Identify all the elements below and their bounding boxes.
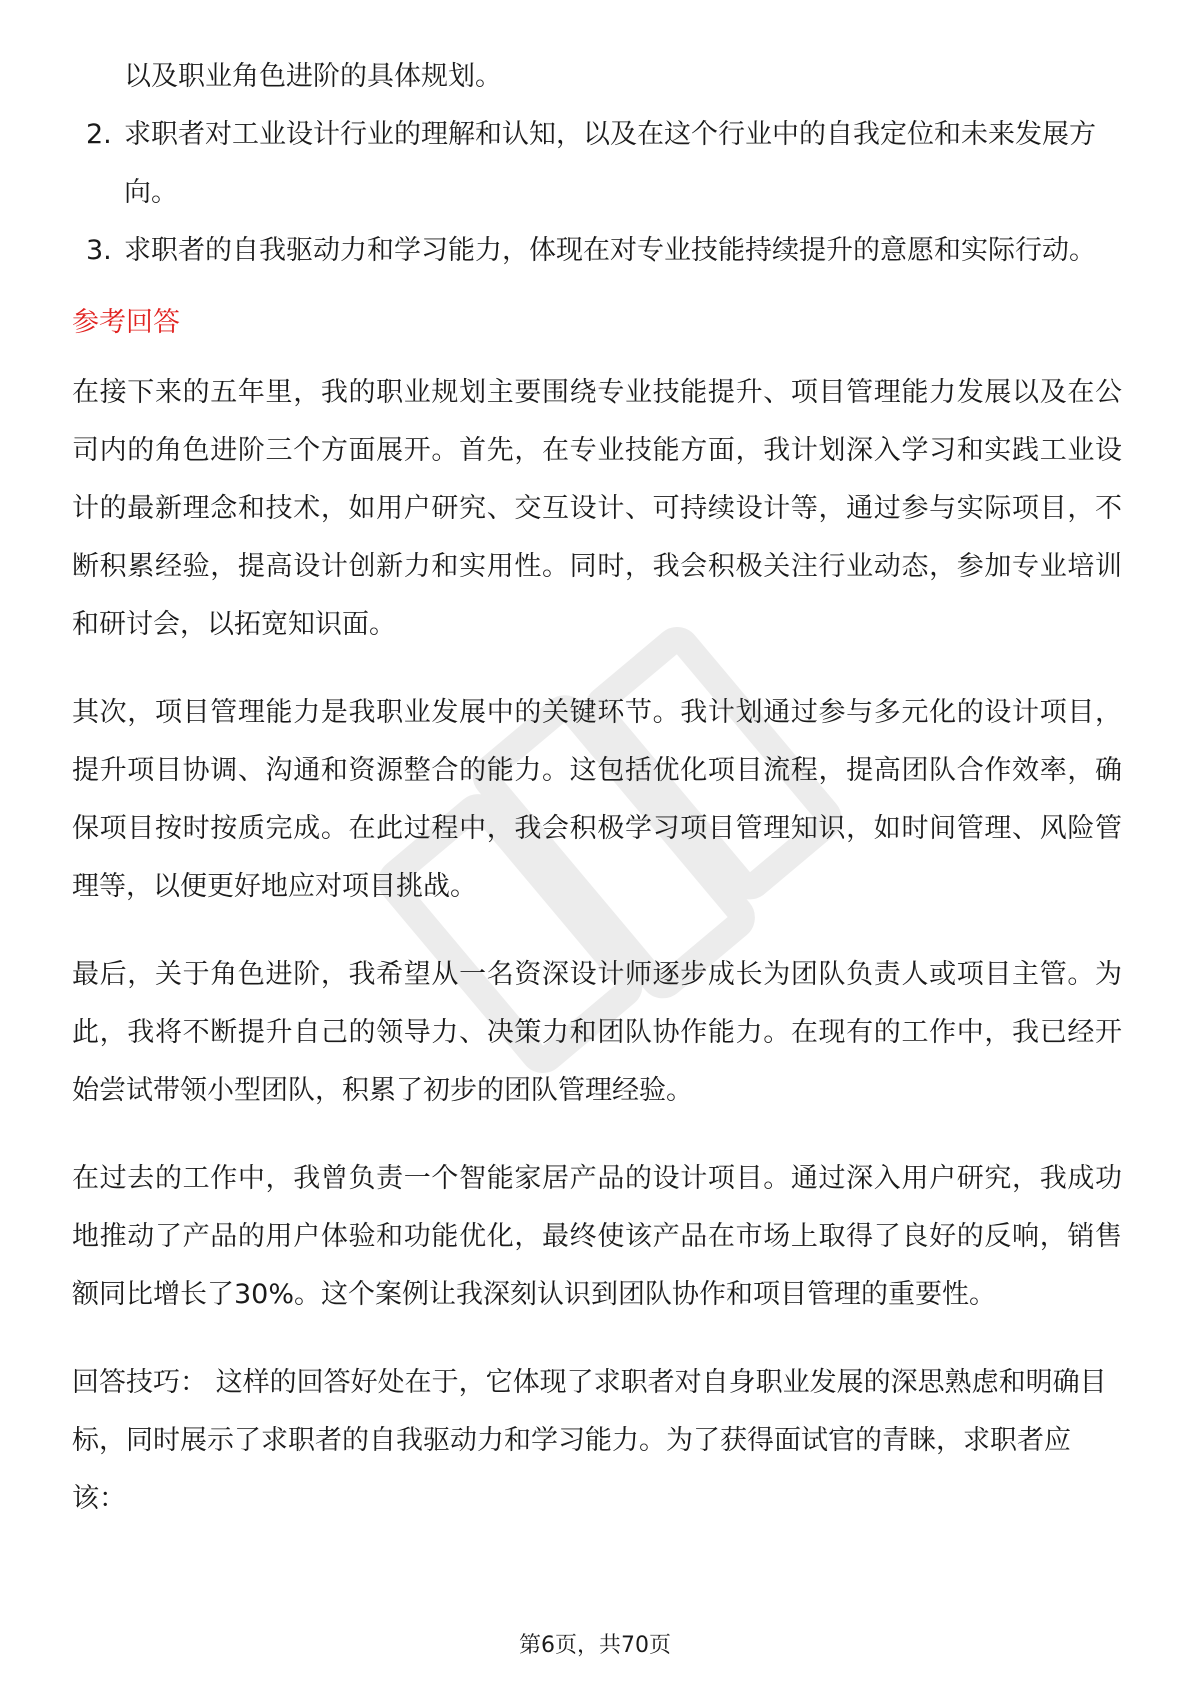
list-continuation-text: 以及职业角色进阶的具体规划。 [124,61,502,92]
answer-tip: 回答技巧： 这样的回答好处在于，它体现了求职者对自身职业发展的深思熟虑和明确目标，同时展示了求职者的自我驱动力和学习能力。为了获得面试官的青睐，求职者应该： [72,1367,1107,1514]
numbered-list [72,106,1122,280]
answer-paragraph: 其次，项目管理能力是我职业发展中的关键环节。我计划通过参与多元化的设计项目，提升项目协调、沟通和资源整合的能力。这包括优化项目流程，提高团队合作效率，确保项目按时按质完成。在此过程中，我会积极学习项目管理知识，如时间管理、风险管理等，以便更好地应对项目挑战。 [72,697,1122,902]
list-item-number: 2. [86,119,112,150]
list-item [72,106,1122,222]
page-number-footer: 第6页，共70页 [519,1633,671,1658]
list-item-number: 3. [86,235,112,266]
list-item-text: 求职者的自我驱动力和学习能力，体现在对专业技能持续提升的意愿和实际行动。 [124,235,1096,266]
answer-paragraph: 最后，关于角色进阶，我希望从一名资深设计师逐步成长为团队负责人或项目主管。为此，我将不断提升自己的领导力、决策力和团队协作能力。在现有的工作中，我已经开始尝试带领小型团队，积累了初步的团队管理经验。 [72,959,1122,1106]
answer-paragraph: 在接下来的五年里，我的职业规划主要围绕专业技能提升、项目管理能力发展以及在公司内的角色进阶三个方面展开。首先，在专业技能方面，我计划深入学习和实践工业设计的最新理念和技术，如用户研究、交互设计、可持续设计等，通过参与实际项目，不断积累经验，提高设计创新力和实用性。同时，我会积极关注行业动态，参加专业培训和研讨会，以拓宽知识面。 [72,377,1122,640]
list-item-text: 求职者对工业设计行业的理解和认知，以及在这个行业中的自我定位和未来发展方向。 [124,119,1096,208]
page-content [72,48,1122,1528]
section-heading: 参考回答 [72,307,180,338]
list-item [72,222,1122,280]
answer-paragraph: 在过去的工作中，我曾负责一个智能家居产品的设计项目。通过深入用户研究，我成功地推动了产品的用户体验和功能优化，最终使该产品在市场上取得了良好的反响，销售额同比增长了30%。这个案例让我深刻认识到团队协作和项目管理的重要性。 [72,1163,1122,1310]
